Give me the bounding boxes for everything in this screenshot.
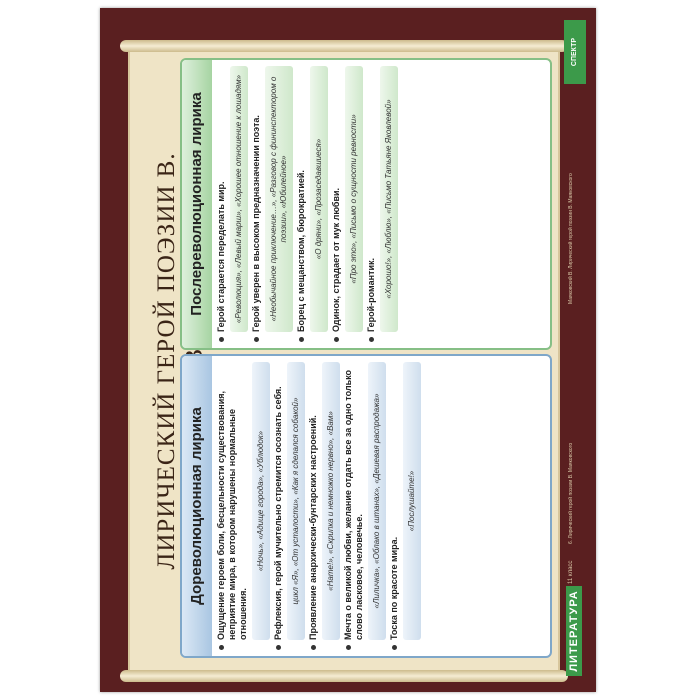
list-item [331,66,363,342]
item-text: Мечта о великой любви, желание отдать все за одно только слово ласковое, человечье. [343,362,365,650]
list-item [343,362,386,650]
pre-revolution-items [212,356,428,656]
pre-revolution-panel [180,354,552,658]
item-text: Проявление анархически-бунтарских настроений. [308,362,319,650]
item-quote: «Хорошо!», «Люблю», «Письмо Татьяне Яковлевой» [380,66,398,332]
scroll-background [128,46,560,676]
publisher-logo: СПЕКТР [564,20,586,84]
list-item [216,66,248,342]
item-quote: «Нате!», «Скрипка и немножко нервно», «Вам» [322,362,340,640]
item-text: Герой уверен в высоком предназначении поэта. [251,66,262,342]
item-text: Герой старается переделать мир. [216,66,227,342]
item-quote: «Послушайте!» [403,362,421,640]
item-text: Ощущение героем боли, бесцельности существования, неприятие мира, в котором нарушены нормальные отношения. [216,362,249,650]
item-text: Герой-романтик. [366,66,377,342]
post-revolution-panel [180,58,552,350]
subject-label: ЛИТЕРАТУРА [566,586,582,676]
item-text: Тоска по красоте мира. [389,362,400,650]
grade-label: 11 класс [568,560,574,584]
item-quote: «Необычайное приключение…», «Разговор с фининспектором о поэзии», «Юбилейное» [265,66,293,332]
item-quote: «Лиличка», «Облако в штанах», «Дешевая распродажа» [368,362,386,640]
list-item [273,362,305,650]
post-revolution-heading: Послереволюционная лирика [182,60,212,348]
item-text: Рефлексия, герой мучительно стремится осознать себя. [273,362,284,650]
footer-caption-left: 6. Лирический герой поэзии В. Маяковского [568,442,574,544]
item-quote: «Ночь», «Адище города», «Ублюдок» [252,362,270,640]
pre-revolution-heading: Дореволюционная лирика [182,356,212,656]
list-item [296,66,328,342]
item-text: Одинок, страдает от мук любви. [331,66,342,342]
poster-content [108,16,588,684]
footer-caption-right: Маяковский В. Лирический герой поэзии В. Маяковского [568,173,574,304]
item-text: Борец с мещанством, бюрократией. [296,66,307,342]
list-item [216,362,270,650]
item-quote: «О дряни», «Прозаседавшиеся» [310,66,328,332]
list-item [389,362,421,650]
poster-title: ЛИРИЧЕСКИЙ ГЕРОЙ ПОЭЗИИ В. [152,152,180,570]
item-quote: «Революция», «Левый марш», «Хорошее отношение к лошадям» [230,66,248,332]
list-item [366,66,398,342]
item-quote: «Про это», «Письмо о сущности ревности» [345,66,363,332]
list-item [251,66,293,342]
poster [100,8,596,692]
list-item [308,362,340,650]
item-quote: цикл «Я», «От усталости», «Как я сделался собакой» [287,362,305,640]
post-revolution-items [212,60,405,348]
